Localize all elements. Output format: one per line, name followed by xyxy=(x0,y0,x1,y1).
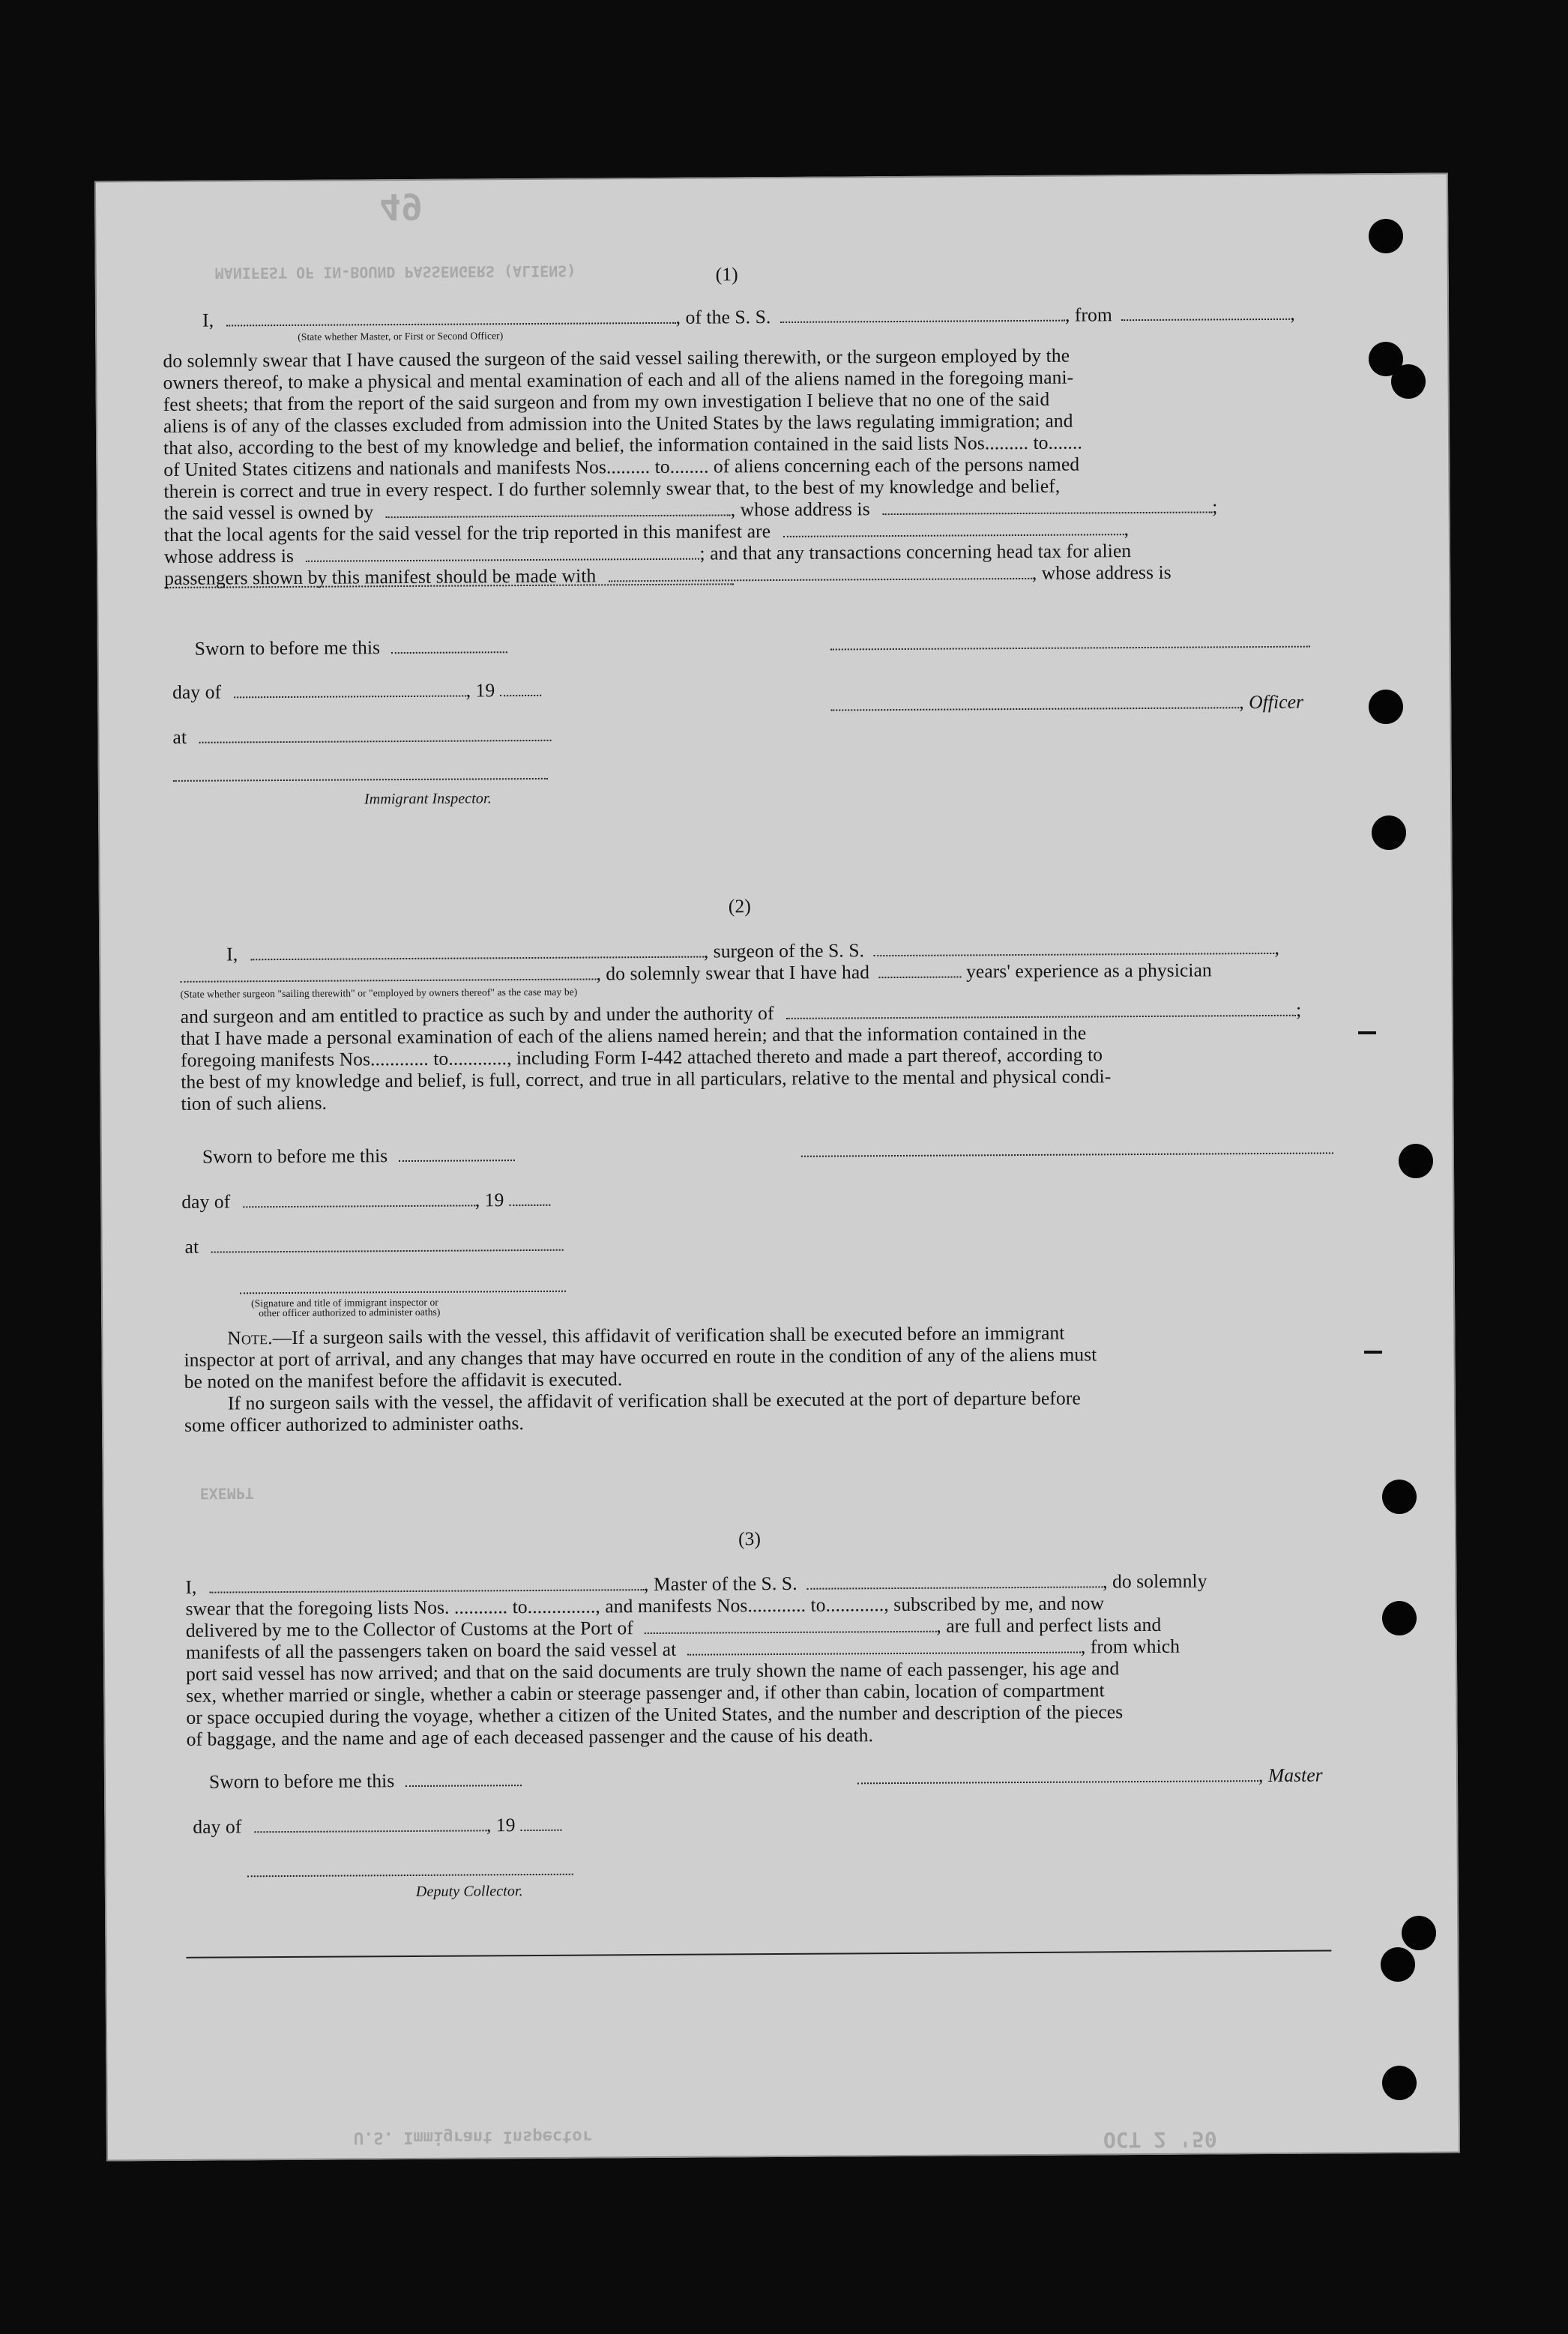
s3-port-line: delivered by me to the Collector of Customs at the Port of , are full and perfect lists and xyxy=(185,1613,1162,1641)
ghost-page-number: 49 xyxy=(379,184,423,228)
s1-body-line: owners thereof, to make a physical and mental examination of each and all of the aliens named in the foregoing mani- xyxy=(163,366,1074,393)
s2-sworn-line: Sworn to before me this xyxy=(202,1144,515,1168)
master-signature-blank[interactable] xyxy=(857,1780,1258,1784)
binder-hole xyxy=(1382,1601,1417,1635)
owner-address-blank[interactable] xyxy=(882,511,1212,515)
note-line: some officer authorized to administer oaths. xyxy=(184,1412,525,1436)
s2-body-line: that I have made a personal examination of each of the aliens named herein; and that the information contained in the xyxy=(180,1022,1087,1049)
edge-mark xyxy=(1358,1031,1376,1034)
boarding-port-blank[interactable] xyxy=(687,1652,1081,1656)
s2-sworn-date-blank[interactable] xyxy=(399,1160,515,1162)
s2-body-line: tion of such aliens. xyxy=(181,1091,328,1115)
bottom-rule xyxy=(186,1950,1331,1958)
binder-hole xyxy=(1381,1947,1415,1982)
s1-owned-line: the said vessel is owned by , whose address is ; xyxy=(163,495,1218,524)
s1-body-line: fest sheets; that from the report of the said surgeon and from my own investigation I believe that no one of the said xyxy=(163,388,1050,415)
officer-name-blank[interactable] xyxy=(226,322,676,327)
s1-body-line: of United States citizens and nationals and manifests Nos......... to........ of aliens concerning each of the persons named xyxy=(163,453,1080,480)
s1-body-line: that also, according to the best of my knowledge and belief, the information contained in the said lists Nos......... to....... xyxy=(163,431,1083,459)
ghost-exempt: EXEMPT xyxy=(199,1484,254,1503)
note-line: be noted on the manifest before the affidavit is executed. xyxy=(184,1368,623,1393)
port-blank[interactable] xyxy=(644,1631,936,1634)
s1-day-line: day of , 19 xyxy=(172,679,541,704)
s2-swear-line: , do solemnly swear that I have had years' experience as a physician xyxy=(180,959,1212,987)
officer-caption: (State whether Master, or First or Second Officer) xyxy=(298,330,504,343)
signature-caption-1: (Signature and title of immigrant inspector or xyxy=(251,1296,438,1309)
note-line: inspector at port of arrival, and any changes that may have occurred en route in the condition of any of the aliens must xyxy=(184,1343,1097,1371)
s1-at-line: at xyxy=(172,724,551,749)
s1-at-blank[interactable] xyxy=(199,740,552,744)
s1-body-line: aliens is of any of the classes excluded from admission into the United States by the laws regulating immigration; and xyxy=(163,409,1073,437)
binder-hole xyxy=(1369,219,1403,253)
inspector-signature-blank[interactable] xyxy=(173,778,548,782)
note-line-1: Note.—If a surgeon sails with the vessel, this affidavit of verification shall be executed before an immigrant xyxy=(227,1321,1065,1349)
s1-sworn-line: Sworn to before me this xyxy=(195,636,507,660)
s3-master-signature-line: , Master xyxy=(857,1764,1323,1790)
s3-day-line: day of , 19 xyxy=(193,1814,561,1839)
note-line: If no surgeon sails with the vessel, the affidavit of verification shall be executed at the port of departure before xyxy=(227,1387,1081,1414)
head-tax-blank[interactable] xyxy=(609,578,1032,582)
s3-body-line: swear that the foregoing lists Nos. ........... to.............., and manifests Nos............ to............, subscribed by me, and now xyxy=(185,1592,1105,1620)
note-label: Note. xyxy=(227,1327,273,1349)
s1-signature-blank[interactable] xyxy=(830,646,1310,651)
from-port-blank[interactable] xyxy=(1121,319,1290,321)
s2-body-line: foregoing manifests Nos............ to............, including Form I-442 attached thereto and made a part thereof, according to xyxy=(181,1043,1103,1071)
binder-hole xyxy=(1382,1480,1417,1514)
s1-passengers-line: passengers shown by this manifest should be made with , whose address is xyxy=(164,561,1172,589)
surgeon-signature-blank[interactable] xyxy=(801,1152,1333,1157)
s1-officer-line: , Officer xyxy=(830,691,1303,717)
s1-sworn-date-blank[interactable] xyxy=(391,651,507,654)
s1-line-officer: I, , of the S. S. , from , xyxy=(202,302,1295,331)
s3-sworn-date-blank[interactable] xyxy=(405,1785,522,1787)
s2-body-line: the best of my knowledge and belief, is full, correct, and true in all particulars, relative to the mental and physical condi- xyxy=(181,1065,1112,1093)
binder-hole xyxy=(1402,1916,1436,1950)
s3-master-line: I, , Master of the S. S. , do solemnly xyxy=(185,1569,1207,1598)
authority-blank[interactable] xyxy=(786,1015,1296,1019)
binder-hole xyxy=(1391,364,1426,399)
section-2-number: (2) xyxy=(728,895,752,917)
s3-boarded-line: manifests of all the passengers taken on board the said vessel at , from which xyxy=(185,1635,1180,1663)
edge-mark xyxy=(1364,1351,1382,1354)
section-1-number: (1) xyxy=(715,263,738,286)
binder-hole xyxy=(1382,2066,1417,2100)
s1-year-blank[interactable] xyxy=(500,695,541,696)
s2-day-blank[interactable] xyxy=(243,1204,475,1207)
master-name-blank[interactable] xyxy=(209,1589,644,1593)
deputy-signature-blank[interactable] xyxy=(247,1874,573,1878)
owner-blank[interactable] xyxy=(386,514,731,518)
s3-body-line: or space occupied during the voyage, whether a citizen of the United States, and the number and description of the pieces xyxy=(186,1701,1124,1728)
ship-name-blank[interactable] xyxy=(780,320,1065,323)
s2-at-line: at xyxy=(185,1234,564,1258)
s1-body-line: therein is correct and true in every respect. I do further solemnly swear that, to the best of my knowledge and belief, xyxy=(163,474,1061,502)
s1-address-line: whose address is ; and that any transactions concerning head tax for alien xyxy=(163,540,1132,567)
s2-day-line: day of , 19 xyxy=(181,1189,550,1213)
binder-hole xyxy=(1372,815,1406,850)
years-blank[interactable] xyxy=(879,976,962,978)
surgeon-name-blank[interactable] xyxy=(250,956,704,961)
s2-year-blank[interactable] xyxy=(509,1204,550,1206)
binder-hole xyxy=(1369,690,1403,724)
s1-day-blank[interactable] xyxy=(234,696,466,699)
ghost-stamp: U.S. Immigrant Inspector xyxy=(353,2126,592,2147)
ghost-header: MANIFEST OF IN-BOUND PASSENGERS (ALIENS) xyxy=(214,262,576,283)
binder-hole xyxy=(1399,1144,1433,1178)
s2-authority-line: and surgeon and am entitled to practice as such by and under the authority of ; xyxy=(180,998,1302,1028)
s3-body-line: sex, whether married or single, whether a cabin or steerage passenger and, if other than cabin, location of compartment xyxy=(186,1679,1105,1707)
section-3-number: (3) xyxy=(738,1528,762,1550)
s1-agents-line: that the local agents for the said vessel for the trip reported in this manifest are , xyxy=(163,518,1130,546)
officer-signature-blank[interactable] xyxy=(830,707,1239,711)
inspector-caption: Immigrant Inspector. xyxy=(364,790,492,808)
s3-sworn-line: Sworn to before me this xyxy=(209,1769,522,1794)
s3-body-line: of baggage, and the name and age of each deceased passenger and the cause of his death. xyxy=(186,1724,874,1750)
agents-blank[interactable] xyxy=(783,534,1124,537)
s2-at-blank[interactable] xyxy=(211,1249,564,1253)
s1-body-line: do solemnly swear that I have caused the surgeon of the said vessel sailing therewith, or the surgeon employed by the xyxy=(163,344,1070,372)
ghost-date-stamp: OCT 2 '50 xyxy=(1103,2126,1217,2153)
deputy-caption: Deputy Collector. xyxy=(415,1883,523,1900)
s2-inspector-signature-blank[interactable] xyxy=(240,1291,566,1294)
s2-ship-blank[interactable] xyxy=(874,953,1275,956)
s3-body-line: port said vessel has now arrived; and that on the said documents are truly shown the name of each passenger, his age and xyxy=(186,1657,1120,1685)
s3-day-blank[interactable] xyxy=(254,1830,486,1833)
surgeon-caption: (State whether surgeon "sailing therewith" or "employed by owners thereof" as the case may be) xyxy=(180,986,578,1000)
form-sheet xyxy=(94,173,1460,2162)
agents-address-blank[interactable] xyxy=(307,558,700,562)
s2-surgeon-line: I, , surgeon of the S. S. , xyxy=(226,936,1280,965)
s3-year-blank[interactable] xyxy=(520,1830,561,1831)
signature-caption-2: other officer authorized to administer oaths) xyxy=(259,1306,441,1319)
s3-ship-blank[interactable] xyxy=(806,1586,1103,1589)
surgeon-type-blank[interactable] xyxy=(180,978,596,982)
